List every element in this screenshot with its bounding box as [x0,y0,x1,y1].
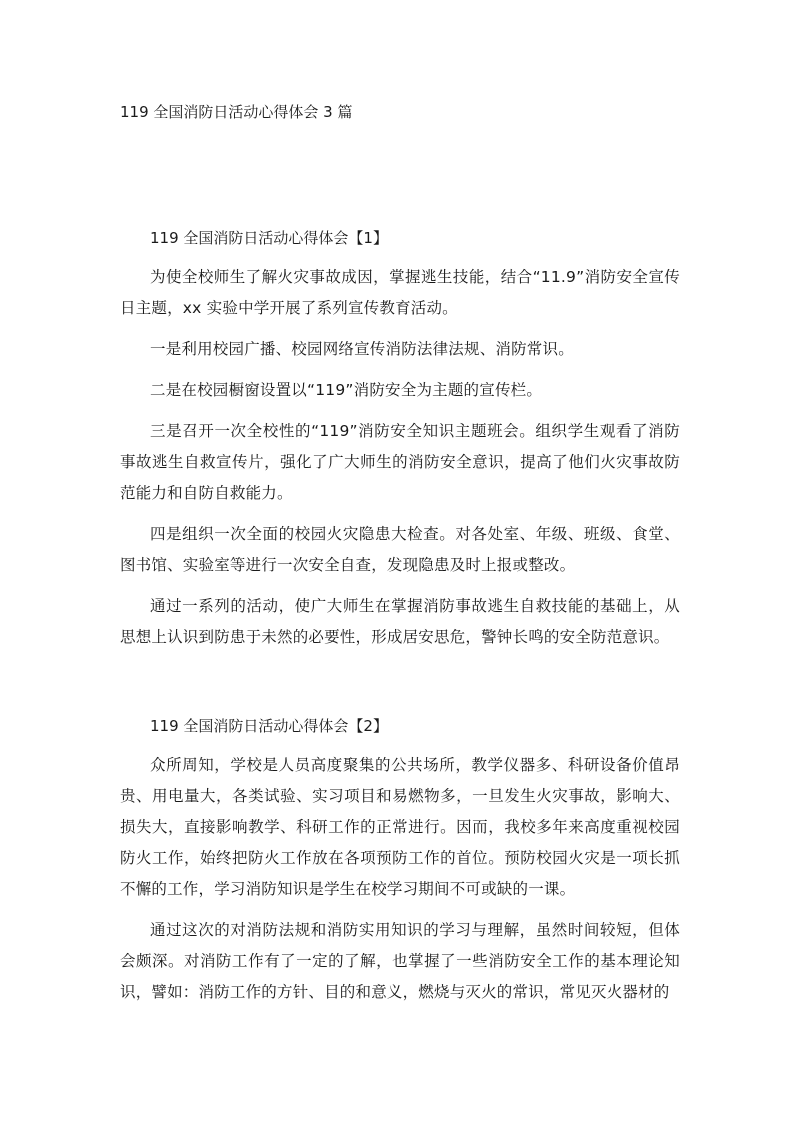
paragraph: 一是利用校园广播、校园网络宣传消防法律法规、消防常识。 [150,340,574,358]
paragraph: 通过这次的对消防法规和消防实用知识的学习与理解，虽然时间较短，但体会颇深。对消防工作有了一定的了解，也掌握了一些消防安全工作的基本理论知识，譬如：消防工作的方针、目的和意义，燃烧与灭火的常识，常见灭火器材的 [120,921,680,1001]
section-heading: 119 全国消防日活动心得体会【1】 [150,229,388,247]
section-heading: 119 全国消防日活动心得体会【2】 [150,717,388,735]
document-title: 119 全国消防日活动心得体会 3 篇 [120,103,353,121]
paragraph: 众所周知，学校是人员高度聚集的公共场所，教学仪器多、科研设备价值昂贵、用电量大，各类试验、实习项目和易燃物多，一旦发生火灾事故，影响大、损失大，直接影响教学、科研工作的正常进行。因而，我校多年来高度重视校园防火工作，始终把防火工作放在各项预防工作的首位。预防校园火灾是一项长抓不懈的工作，学习消防知识是学生在校学习期间不可或缺的一课。 [120,756,680,898]
paragraph: 二是在校园橱窗设置以“119”消防安全为主题的宣传栏。 [150,381,543,399]
paragraph: 通过一系列的活动，使广大师生在掌握消防事故逃生自救技能的基础上，从思想上认识到防患于未然的必要性，形成居安思危，警钟长鸣的安全防范意识。 [120,597,680,646]
paragraph: 三是召开一次全校性的“119”消防安全知识主题班会。组织学生观看了消防事故逃生自救宣传片，强化了广大师生的消防安全意识，提高了他们火灾事故防范能力和自防自救能力。 [120,422,680,502]
paragraph: 四是组织一次全面的校园火灾隐患大检查。对各处室、年级、班级、食堂、图书馆、实验室等进行一次安全自查，发现隐患及时上报或整改。 [120,525,680,574]
section-1 [120,226,680,663]
section-2 [120,714,680,1018]
paragraph: 为使全校师生了解火灾事故成因，掌握逃生技能，结合“11.9”消防安全宣传日主题，xx 实验中学开展了系列宣传教育活动。 [120,268,680,317]
